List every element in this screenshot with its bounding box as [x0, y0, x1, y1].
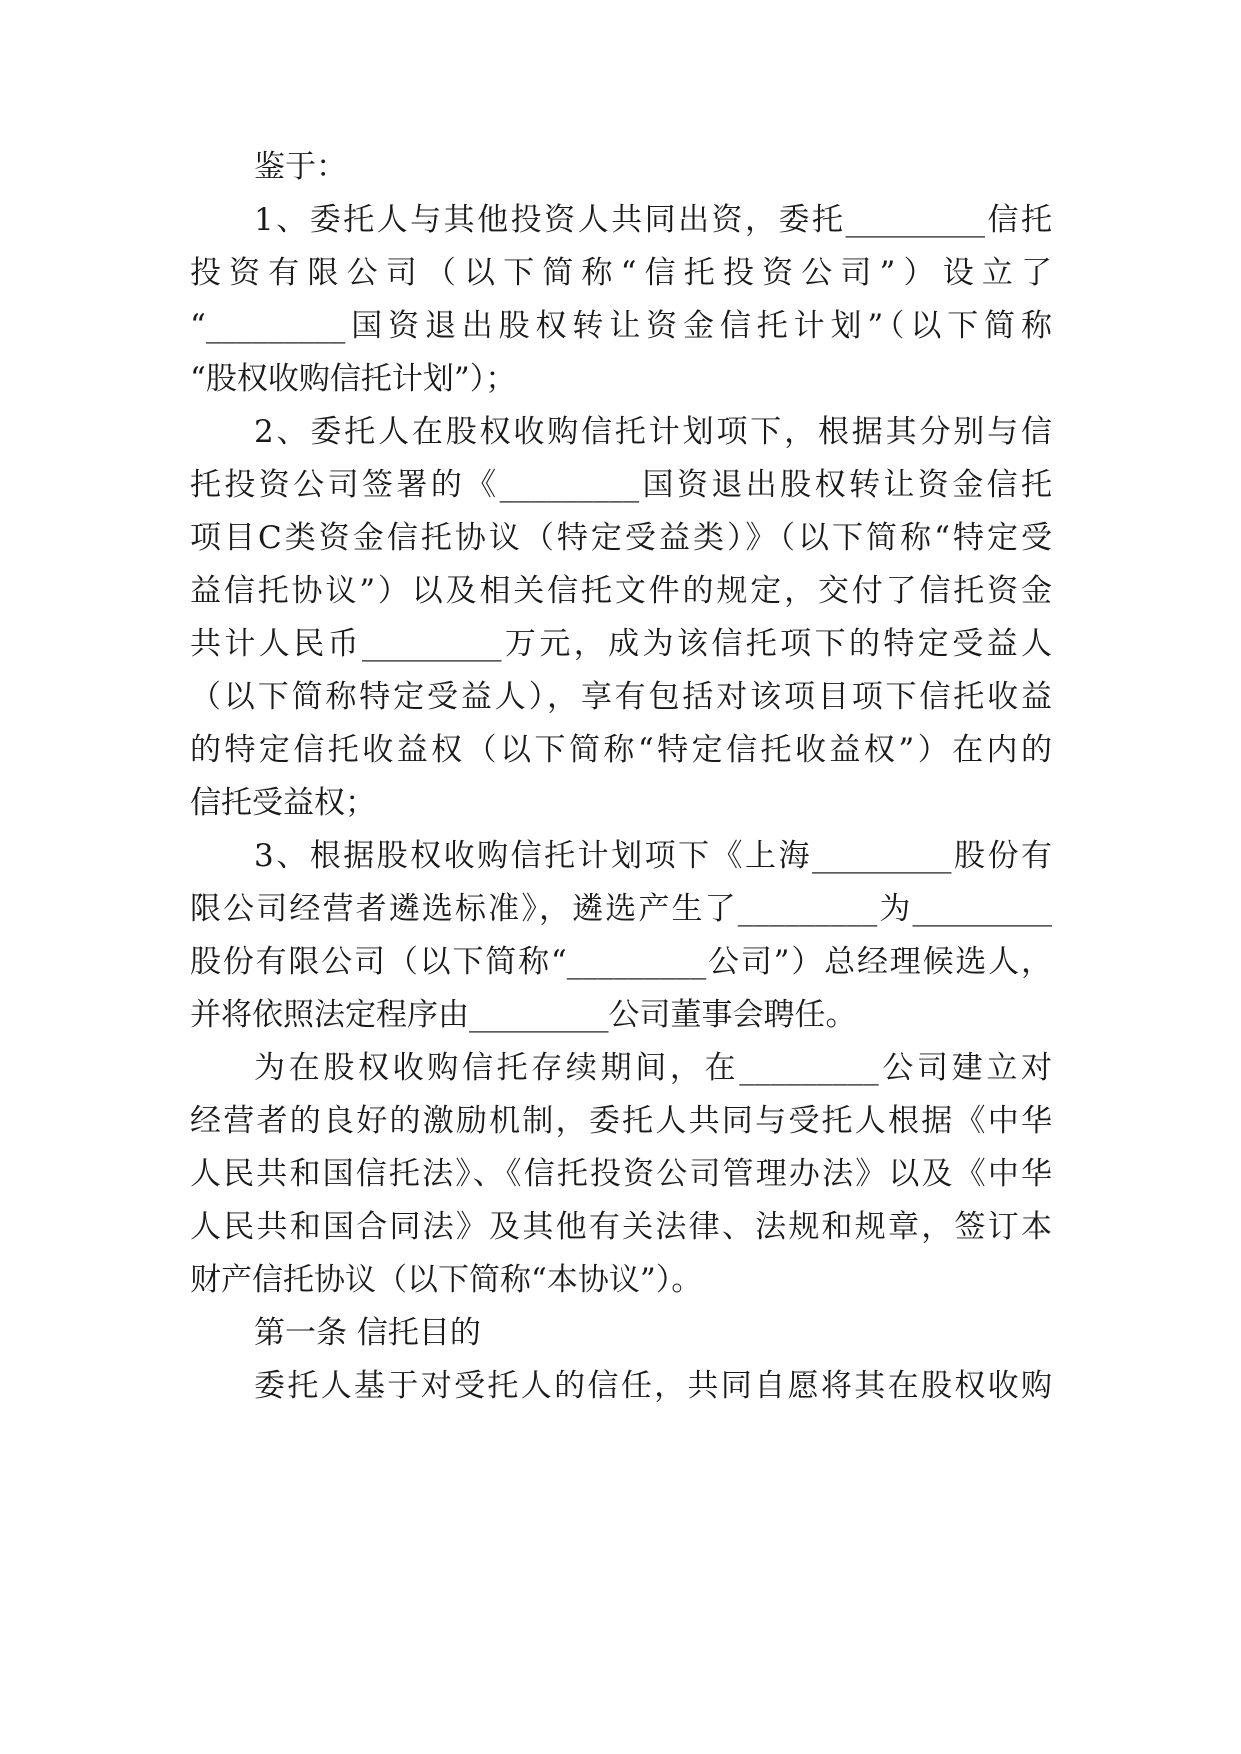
text-line: 经营者的良好的激励机制，委托人共同与受托人根据《中华 — [190, 1103, 1052, 1139]
text-line: 3、根据股权收购信托计划项下《上海_________股份有 — [254, 838, 1052, 874]
text-line: 财产信托协议（以下简称“本协议”）。 — [190, 1262, 703, 1298]
text-line: “_________国资退出股权转让资金信托计划”（以下简称 — [190, 308, 1052, 344]
text-line: 限公司经营者遴选标准》，遴选产生了_________为_________ — [190, 891, 1052, 927]
text-line: 信托受益权； — [190, 785, 376, 821]
text-line: 委托人基于对受托人的信任，共同自愿将其在股权收购 — [254, 1368, 1052, 1404]
text-line: 项目C类资金信托协议（特定受益类）》（以下简称“特定受 — [190, 520, 1052, 556]
text-line: “股权收购信托计划”）； — [190, 361, 517, 397]
text-line: 投资有限公司（以下简称“信托投资公司”）设立了 — [190, 255, 1052, 291]
text-line: （以下简称特定受益人），享有包括对该项目项下信托收益 — [190, 679, 1052, 715]
text-line: 共计人民币_________万元，成为该信托项下的特定受益人 — [190, 626, 1052, 662]
text-line: 人民共和国合同法》及其他有关法律、法规和规章，签订本 — [190, 1209, 1052, 1245]
text-line: 益信托协议”）以及相关信托文件的规定，交付了信托资金 — [190, 573, 1052, 609]
section-heading: 第一条 信托目的 — [254, 1315, 481, 1351]
text-line: 1、委托人与其他投资人共同出资，委托_________信托 — [254, 202, 1052, 238]
text-line: 鉴于： — [254, 149, 347, 185]
text-line: 为在股权收购信托存续期间，在_________公司建立对 — [254, 1050, 1052, 1086]
text-line: 人民共和国信托法》、《信托投资公司管理办法》以及《中华 — [190, 1156, 1052, 1192]
text-line: 托投资公司签署的《_________国资退出股权转让资金信托 — [190, 467, 1052, 503]
text-line: 并将依照法定程序由_________公司董事会聘任。 — [190, 997, 857, 1033]
text-line: 股份有限公司（以下简称“_________公司”）总经理候选人， — [190, 944, 1052, 980]
text-line: 的特定信托收益权（以下简称“特定信托收益权”）在内的 — [190, 732, 1052, 768]
text-line: 2、委托人在股权收购信托计划项下，根据其分别与信 — [254, 414, 1052, 450]
